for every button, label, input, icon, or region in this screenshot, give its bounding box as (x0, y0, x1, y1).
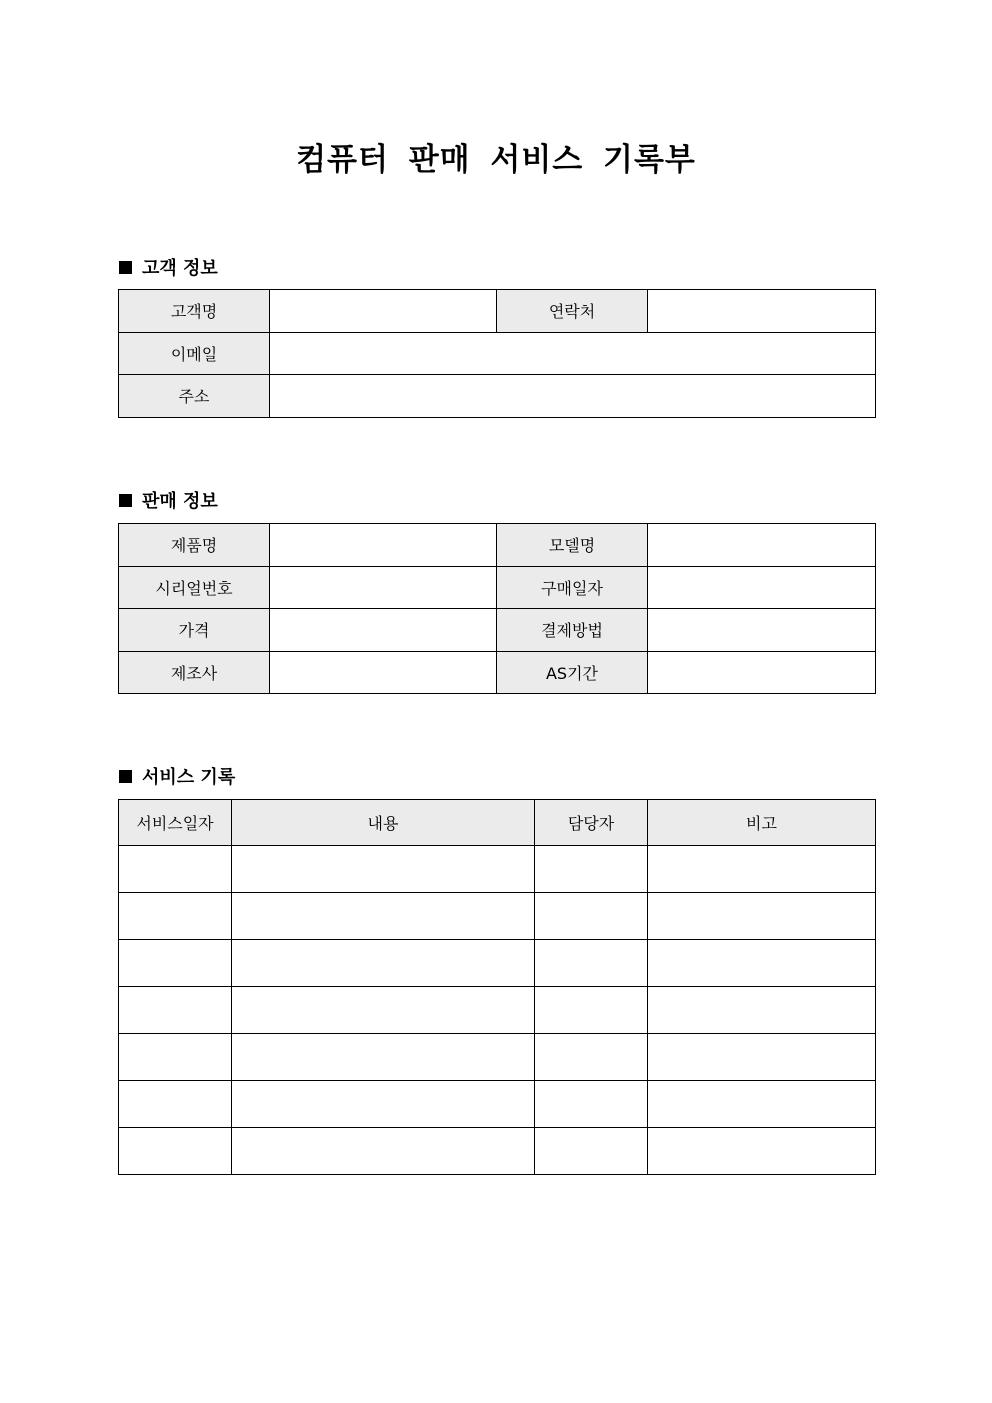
table-row (119, 940, 876, 987)
service-date-cell[interactable] (119, 893, 232, 940)
staff-cell[interactable] (535, 1128, 648, 1175)
customer-row-email (119, 332, 876, 375)
service-date-cell[interactable] (119, 1081, 232, 1128)
purchase-date-field[interactable] (648, 566, 876, 609)
staff-column-header: 담당자 (535, 800, 648, 846)
sales-row (119, 566, 876, 609)
service-date-cell[interactable] (119, 940, 232, 987)
customer-row-name (119, 290, 876, 333)
table-row (119, 1034, 876, 1081)
serial-number-label: 시리얼번호 (119, 566, 270, 609)
model-name-field[interactable] (648, 524, 876, 567)
service-section-title: 서비스 기록 (142, 767, 236, 788)
remarks-cell[interactable] (648, 940, 876, 987)
content-cell[interactable] (232, 1034, 535, 1081)
sales-row (119, 651, 876, 694)
content-cell[interactable] (232, 1128, 535, 1175)
square-bullet-icon (119, 494, 132, 507)
service-header-row (119, 800, 876, 846)
remarks-cell[interactable] (648, 1081, 876, 1128)
table-row (119, 893, 876, 940)
email-field[interactable] (270, 332, 876, 375)
customer-row-address (119, 375, 876, 418)
manufacturer-field[interactable] (270, 651, 497, 694)
contact-label: 연락처 (497, 290, 648, 333)
content-cell[interactable] (232, 987, 535, 1034)
staff-cell[interactable] (535, 1034, 648, 1081)
sales-info-table (118, 523, 876, 694)
remarks-cell[interactable] (648, 1034, 876, 1081)
manufacturer-label: 제조사 (119, 651, 270, 694)
service-date-cell[interactable] (119, 1034, 232, 1081)
table-row (119, 846, 876, 893)
service-date-column-header: 서비스일자 (119, 800, 232, 846)
customer-section-heading (119, 254, 218, 280)
purchase-date-label: 구매일자 (497, 566, 648, 609)
customer-name-label: 고객명 (119, 290, 270, 333)
payment-method-field[interactable] (648, 609, 876, 652)
product-name-label: 제품명 (119, 524, 270, 567)
content-cell[interactable] (232, 1081, 535, 1128)
sales-row (119, 609, 876, 652)
as-period-field[interactable] (648, 651, 876, 694)
table-row (119, 987, 876, 1034)
sales-row (119, 524, 876, 567)
staff-cell[interactable] (535, 1081, 648, 1128)
customer-info-table (118, 289, 876, 418)
staff-cell[interactable] (535, 940, 648, 987)
address-label: 주소 (119, 375, 270, 418)
service-date-cell[interactable] (119, 987, 232, 1034)
remarks-column-header: 비고 (648, 800, 876, 846)
service-section-heading (119, 763, 235, 789)
sales-section-title: 판매 정보 (142, 491, 218, 512)
table-row (119, 1081, 876, 1128)
contact-field[interactable] (648, 290, 876, 333)
product-name-field[interactable] (270, 524, 497, 567)
content-column-header: 내용 (232, 800, 535, 846)
remarks-cell[interactable] (648, 1128, 876, 1175)
service-record-table (118, 799, 876, 1175)
serial-number-field[interactable] (270, 566, 497, 609)
table-row (119, 1128, 876, 1175)
as-period-label: AS기간 (497, 651, 648, 694)
remarks-cell[interactable] (648, 846, 876, 893)
remarks-cell[interactable] (648, 987, 876, 1034)
customer-section-title: 고객 정보 (142, 258, 218, 279)
payment-method-label: 결제방법 (497, 609, 648, 652)
price-label: 가격 (119, 609, 270, 652)
email-label: 이메일 (119, 332, 270, 375)
remarks-cell[interactable] (648, 893, 876, 940)
content-cell[interactable] (232, 893, 535, 940)
model-name-label: 모델명 (497, 524, 648, 567)
staff-cell[interactable] (535, 893, 648, 940)
service-date-cell[interactable] (119, 1128, 232, 1175)
service-date-cell[interactable] (119, 846, 232, 893)
content-cell[interactable] (232, 846, 535, 893)
square-bullet-icon (119, 261, 132, 274)
customer-name-field[interactable] (270, 290, 497, 333)
content-cell[interactable] (232, 940, 535, 987)
page-title: 컴퓨터 판매 서비스 기록부 (296, 142, 696, 178)
staff-cell[interactable] (535, 987, 648, 1034)
address-field[interactable] (270, 375, 876, 418)
staff-cell[interactable] (535, 846, 648, 893)
price-field[interactable] (270, 609, 497, 652)
square-bullet-icon (119, 770, 132, 783)
sales-section-heading (119, 487, 218, 513)
